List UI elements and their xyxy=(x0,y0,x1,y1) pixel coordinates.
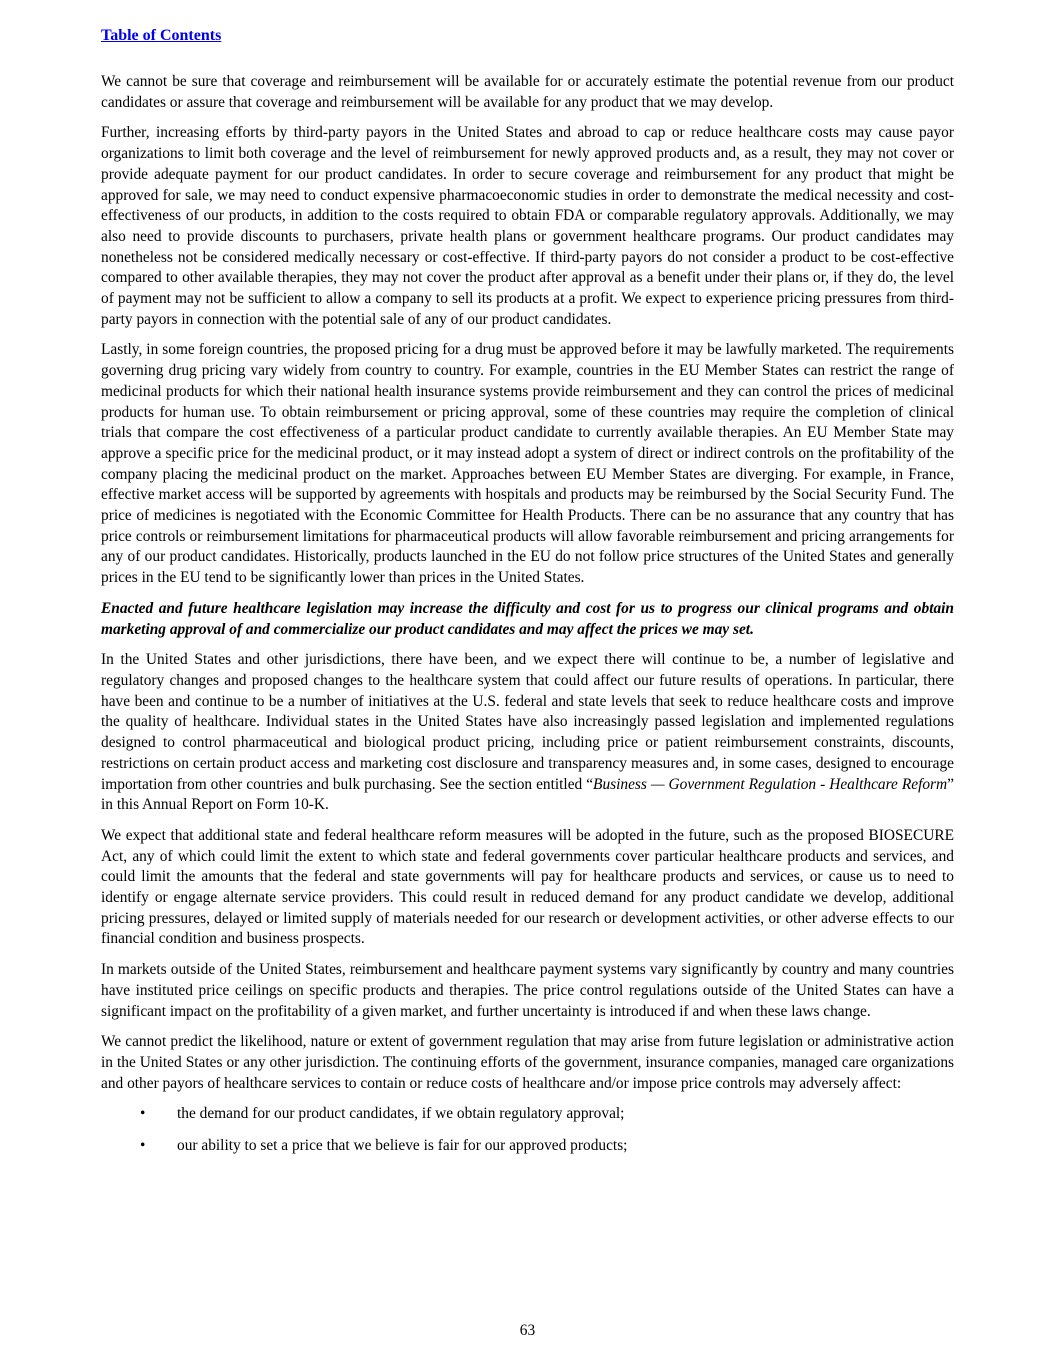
paragraph-markets-outside-us: In markets outside of the United States, reimbursement and healthcare payment systems vary significantly by country and many countries have instituted price ceilings on specific products and therapies. The price control regulations outside of the United States can have a significant impact on the profitability of a given market, and further uncertainty is introduced if and when these laws change. xyxy=(101,961,954,1020)
legislation-text-after: ” in this Annual Report on Form 10-K. xyxy=(101,775,954,814)
paragraph-reform-measures: We expect that additional state and federal healthcare reform measures will be adopted in the future, such as the proposed BIOSECURE Act, any of which could limit the extent to which state and federal governments cover particular healthcare products and services, and could limit the amounts that the federal and state governments will pay for healthcare products and services, or cause us to need to identify or engage alternate service providers. This could result in reduced demand for any product candidate we develop, additional pricing pressures, delayed or limited supply of materials needed for our research or development activities, or other adverse effects to our financial condition and business prospects. xyxy=(101,826,954,948)
list-item-text: our ability to set a price that we believe is fair for our approved products; xyxy=(177,1137,628,1155)
paragraph-third-party-payors: Further, increasing efforts by third-party payors in the United States and abroad to cap or reduce healthcare costs may cause payor organizations to limit both coverage and the level of reimbursement for newly approved products and, as a result, they may not cover or provide adequate payment for our product candidates. In order to secure coverage and reimbursement for any product that might be approved for sale, we may need to conduct expensive pharmacoeconomic studies in order to demonstrate the medical necessity and cost-effectiveness of our products, in addition to the costs required to obtain FDA or comparable regulatory approvals. Additionally, we may also need to provide discounts to purchasers, private health plans or government healthcare programs. Our product candidates may nonetheless not be considered medically necessary or cost-effective. If third-party payors do not consider a product to be cost-effective compared to other available therapies, they may not cover the product after approval as a benefit under their plans or, if they do, the level of payment may not be sufficient to allow a company to sell its products at a profit. We expect to experience pricing pressures from third-party payors in connection with the potential sale of any of our product candidates. xyxy=(101,124,954,328)
paragraph-coverage-uncertainty: We cannot be sure that coverage and reimbursement will be available for or accurately estimate the potential revenue from our product candidates or assure that coverage and reimbursement will be available for any product that we may develop. xyxy=(101,73,954,111)
table-of-contents-link[interactable]: Table of Contents xyxy=(101,27,222,44)
page-content xyxy=(101,72,954,1168)
list-item xyxy=(101,1136,954,1157)
list-item xyxy=(101,1104,954,1125)
risk-factor-heading: Enacted and future healthcare legislation may increase the difficulty and cost for us to progress our clinical programs and obtain marketing approval of and commercialize our product candidates and may affect the prices we may set. xyxy=(101,599,954,638)
paragraph-foreign-pricing: Lastly, in some foreign countries, the proposed pricing for a drug must be approved before it may be lawfully marketed. The requirements governing drug pricing vary widely from country to country. For example, countries in the EU Member States can restrict the range of medicinal products for which their national health insurance systems provide reimbursement and they can control the prices of medicinal products for human use. To obtain reimbursement or pricing approval, some of these countries may require the completion of clinical trials that compare the cost effectiveness of a particular product candidate to currently available therapies. An EU Member State may approve a specific price for the medicinal product, or it may instead adopt a system of direct or indirect controls on the profitability of the company placing the medicinal product on the market. Approaches between EU Member States are diverging. For example, in France, effective market access will be supported by agreements with hospitals and products may be reimbursed by the Social Security Fund. The price of medicines is negotiated with the Economic Committee for Health Products. There can be no assurance that any country that has price controls or reimbursement limitations for pharmaceutical products will allow favorable reimbursement and pricing arrangements for any of our product candidates. Historically, products launched in the EU do not follow price structures of the United States and generally prices in the EU tend to be significantly lower than prices in the United States. xyxy=(101,341,954,587)
legislation-text-before: In the United States and other jurisdictions, there have been, and we expect there will continue to be, a number of legislative and regulatory changes and proposed changes to the healthcare system that could affect our future results of operations. In particular, there have been and continue to be a number of initiatives at the U.S. federal and state levels that seek to reduce healthcare costs and improve the quality of healthcare. Individual states in the United States have also increasingly passed legislation and implemented regulations designed to control pharmaceutical and biological product pricing, including price or patient reimbursement constraints, discounts, restrictions on certain product access and marketing cost disclosure and transparency measures and, in some cases, designed to encourage importation from other countries and bulk purchasing. See the section entitled “ xyxy=(101,651,954,793)
list-item-text: the demand for our product candidates, if we obtain regulatory approval; xyxy=(177,1105,625,1123)
bullet-icon: • xyxy=(140,1137,146,1155)
section-reference-italic: Business — Government Regulation - Healthcare Reform xyxy=(593,775,948,793)
bullet-icon: • xyxy=(140,1105,146,1123)
adverse-effects-list xyxy=(101,1104,954,1156)
page-number: 63 xyxy=(519,1322,536,1339)
paragraph-cannot-predict: We cannot predict the likelihood, nature or extent of government regulation that may arise from future legislation or administrative action in the United States or any other jurisdiction. The continuing efforts of the government, insurance companies, managed care organizations and other payors of healthcare services to contain or reduce costs of healthcare and/or impose price controls may adversely affect: xyxy=(101,1033,954,1092)
paragraph-legislative-changes xyxy=(101,650,954,816)
